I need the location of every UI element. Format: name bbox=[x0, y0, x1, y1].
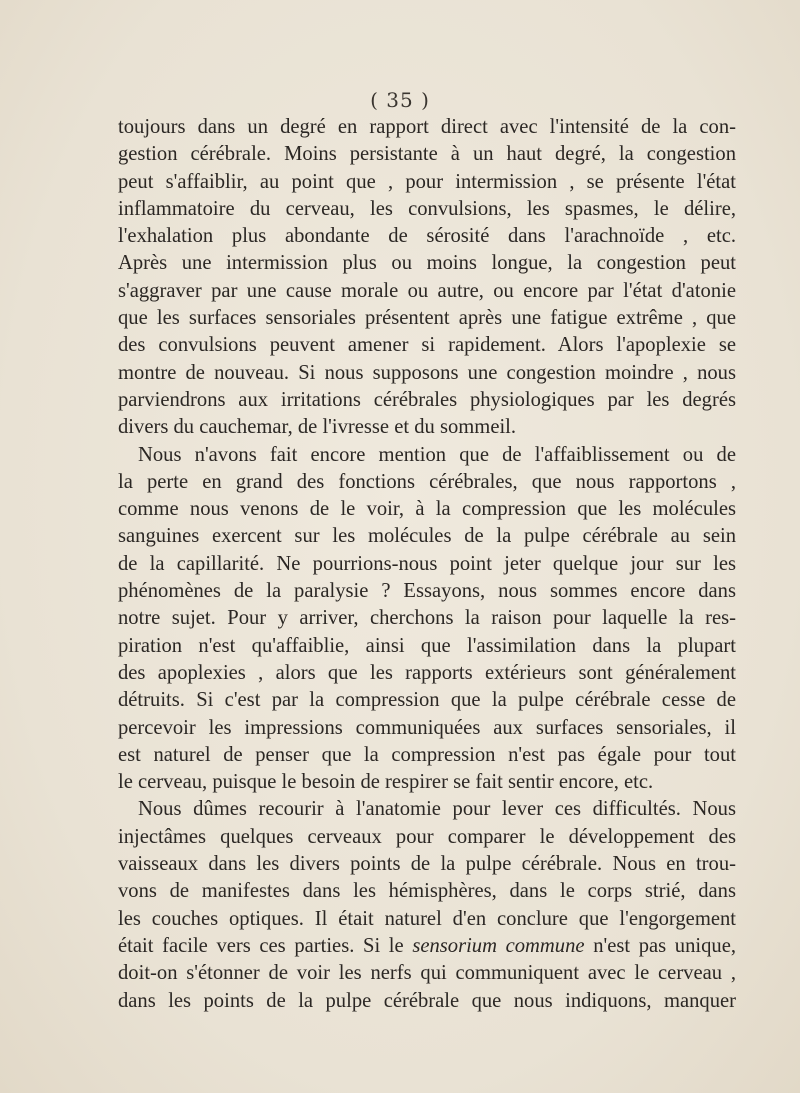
text-line: l'exhalation plus abondante de sérosité dans l'arachnoïde , etc. bbox=[118, 225, 736, 248]
italic-term: sensorium commune bbox=[412, 934, 585, 957]
text-line: de la capillarité. Ne pourrions-nous point jeter quelque jour sur les bbox=[118, 552, 736, 575]
text-line: s'aggraver par une cause morale ou autre, ou encore par l'état d'atonie bbox=[118, 279, 736, 302]
text-line: phénomènes de la paralysie ? Essayons, nous sommes encore dans bbox=[118, 580, 736, 603]
text-line-mixed bbox=[118, 933, 736, 960]
text-line: toujours dans un degré en rapport direct avec l'intensité de la con- bbox=[118, 116, 736, 138]
text-line: Après une intermission plus ou moins longue, la congestion peut bbox=[118, 252, 736, 275]
text-line: Nous n'avons fait encore mention que de l'affaiblissement ou de bbox=[138, 443, 736, 466]
text-line: parviendrons aux irritations cérébrales physiologiques par les degrés bbox=[118, 388, 736, 411]
text-line: les couches optiques. Il était naturel d'en conclure que l'engorgement bbox=[118, 907, 736, 930]
text-line: Nous dûmes recourir à l'anatomie pour lever ces difficultés. Nous bbox=[138, 798, 736, 821]
text-line: percevoir les impressions communiquées aux surfaces sensoriales, il bbox=[118, 716, 736, 739]
text-fragment: était facile vers ces parties. Si le bbox=[118, 934, 404, 957]
text-line: gestion cérébrale. Moins persistante à un haut degré, la congestion bbox=[118, 143, 736, 166]
text-line: dans les points de la pulpe cérébrale que nous indiquons, manquer bbox=[118, 989, 736, 1012]
text-line: des apoplexies , alors que les rapports extérieurs sont généralement bbox=[118, 661, 736, 684]
text-line: des convulsions peuvent amener si rapidement. Alors l'apoplexie se bbox=[118, 334, 736, 357]
page-number: ( 35 ) bbox=[370, 88, 430, 112]
text-line: notre sujet. Pour y arriver, cherchons la raison pour laquelle la res- bbox=[118, 607, 736, 630]
text-line: piration n'est qu'affaiblie, ainsi que l'assimilation dans la plupart bbox=[118, 634, 736, 657]
body-text bbox=[118, 114, 736, 1015]
text-line: vaisseaux dans les divers points de la pulpe cérébrale. Nous en trou- bbox=[118, 853, 736, 876]
text-line: divers du cauchemar, de l'ivresse et du sommeil. bbox=[118, 416, 517, 439]
text-line: injectâmes quelques cerveaux pour comparer le développement des bbox=[118, 825, 736, 848]
text-line: vons de manifestes dans les hémisphères, dans le corps strié, dans bbox=[118, 880, 736, 903]
text-line: que les surfaces sensoriales présentent après une fatigue extrême , que bbox=[118, 307, 736, 330]
text-line: comme nous venons de le voir, à la compression que les molécules bbox=[118, 498, 736, 521]
text-line: doit-on s'étonner de voir les nerfs qui communiquent avec le cerveau , bbox=[118, 962, 736, 985]
text-line: montre de nouveau. Si nous supposons une congestion moindre , nous bbox=[118, 361, 736, 384]
text-line: la perte en grand des fonctions cérébrales, que nous rapportons , bbox=[118, 470, 736, 493]
text-line: peut s'affaiblir, au point que , pour intermission , se présente l'état bbox=[118, 170, 736, 193]
text-fragment: n'est pas unique, bbox=[593, 934, 736, 957]
text-line: le cerveau, puisque le besoin de respirer se fait sentir encore, etc. bbox=[118, 771, 654, 794]
text-line: détruits. Si c'est par la compression que la pulpe cérébrale cesse de bbox=[118, 689, 736, 712]
text-line: inflammatoire du cerveau, les convulsions, les spasmes, le délire, bbox=[118, 197, 736, 220]
text-line: est naturel de penser que la compression n'est pas égale pour tout bbox=[118, 743, 736, 766]
text-line: sanguines exercent sur les molécules de la pulpe cérébrale au sein bbox=[118, 525, 736, 548]
